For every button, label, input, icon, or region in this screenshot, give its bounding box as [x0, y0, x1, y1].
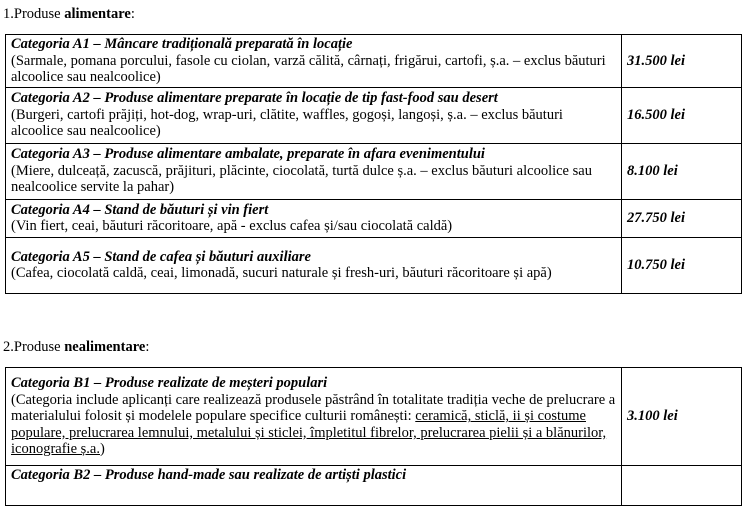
row-description: Categoria B1 – Produse realizate de meșteri populari (Categoria include aplicanți care realizează produsele păstrând în totalitate tradiția veche de prelucrare a materialului folosit și modelele populare specifice culturii românești: ceramică, sticlă, ii și costume populare, prelucrarea lemnului, metalului și sticlei, împletitul fibrelor, prelucrarea pielii și a blănurilor, iconografie ș.a.)	[6, 368, 622, 466]
table-row	[6, 35, 742, 88]
row-description: Categoria A1 – Mâncare tradițională preparată în locație (Sarmale, pomana porcului, fasole cu ciolan, varză călită, cârnați, frigărui, cartofi, ș.a. – exclus băuturi alcoolice sau nealcoolice)	[6, 35, 622, 88]
row-price: 16.500 lei	[622, 87, 742, 143]
table-row	[6, 199, 742, 237]
row-price: 27.750 lei	[622, 199, 742, 237]
table-nealimentare	[5, 367, 742, 506]
row-price: 3.100 lei	[622, 368, 742, 466]
section-nealimentare-heading: 2.Produse nealimentare:	[3, 339, 150, 355]
row-price: 8.100 lei	[622, 143, 742, 199]
table-row	[6, 237, 742, 293]
table-row	[6, 368, 742, 466]
row-description: Categoria A2 – Produse alimentare preparate în locație de tip fast-food sau desert (Burgeri, cartofi prăjiți, hot-dog, wrap-uri, clătite, waffles, gogoși, langoși, ș.a. – exclus băuturi alcoolice sau nealcoolice)	[6, 87, 622, 143]
row-price: 31.500 lei	[622, 35, 742, 88]
table-row	[6, 87, 742, 143]
table-row	[6, 143, 742, 199]
row-description: Categoria A3 – Produse alimentare ambalate, preparate în afara evenimentului (Miere, dulceață, zacuscă, prăjituri, plăcinte, ciocolată, turtă dulce ș.a. – exclus băuturi alcoolice sau nealcoolice servite la pahar)	[6, 143, 622, 199]
row-description: Categoria A5 – Stand de cafea și băuturi auxiliare (Cafea, ciocolată caldă, ceai, limonadă, sucuri naturale și fresh-uri, băuturi răcoritoare și apă)	[6, 237, 622, 293]
table-alimentare	[5, 34, 742, 294]
row-description: Categoria B2 – Produse hand-made sau realizate de artiști plastici	[6, 466, 622, 506]
row-price: 10.750 lei	[622, 237, 742, 293]
section-alimentare-heading: 1.Produse alimentare:	[3, 6, 135, 22]
row-description: Categoria A4 – Stand de băuturi și vin fiert (Vin fiert, ceai, băuturi răcoritoare, apă - exclus cafea și/sau ciocolată caldă)	[6, 199, 622, 237]
